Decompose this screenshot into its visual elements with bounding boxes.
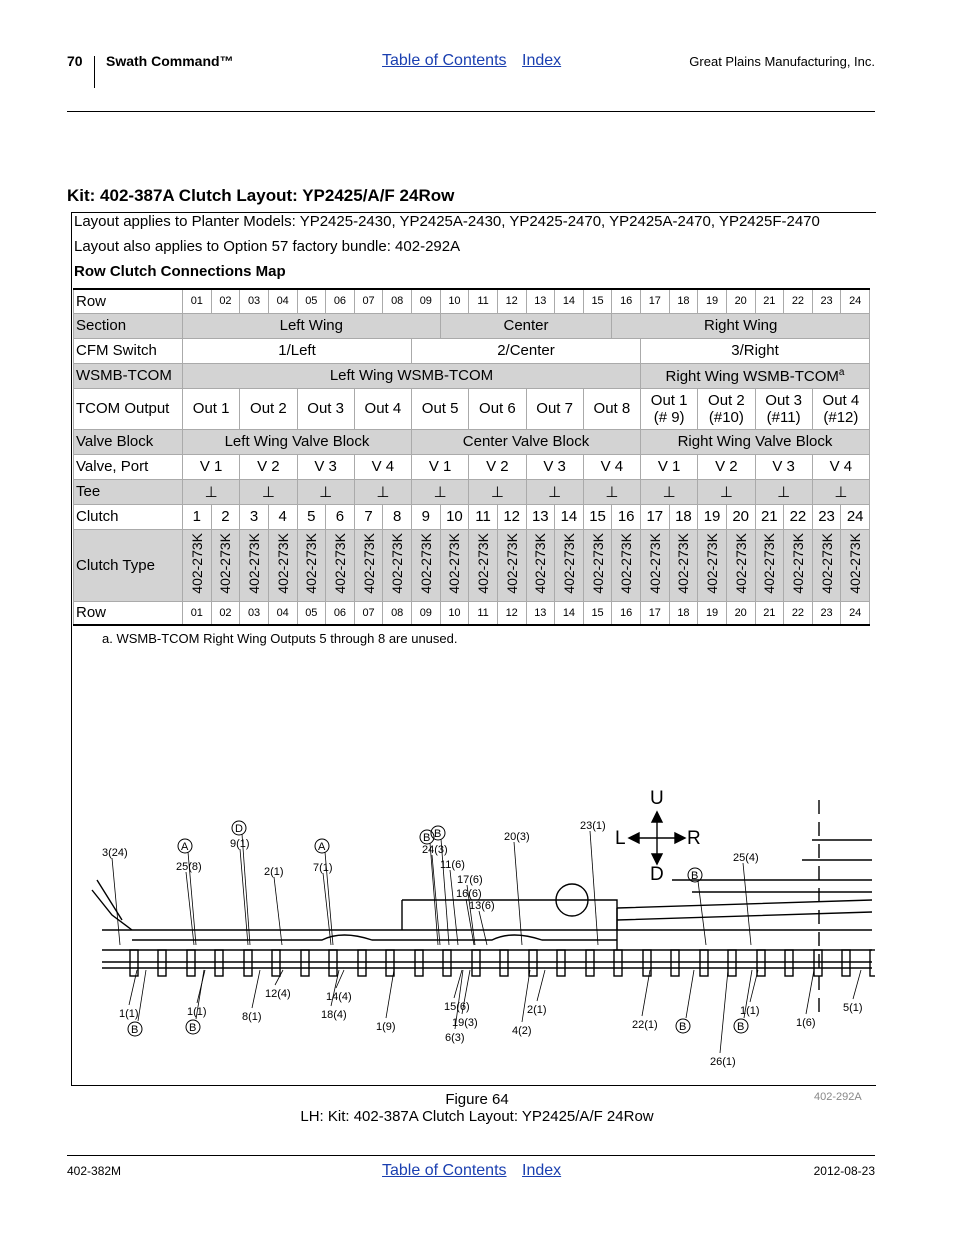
cfm-cell: 3/Right	[641, 338, 870, 363]
clutch-type-text: 402-273K	[303, 532, 320, 594]
row-number-cell: 22	[784, 289, 813, 313]
callout-label: 18(4)	[321, 1009, 347, 1021]
clutch-type-text: 402-273K	[331, 532, 348, 594]
row-number-cell: 05	[297, 601, 326, 625]
row-unit-mount	[842, 950, 850, 976]
clutch-number-cell: 2	[211, 504, 240, 529]
callout-label: 11(6)	[440, 859, 465, 871]
tcom-output-cell: Out 4 (#12)	[812, 388, 869, 429]
clutch-type-cell	[612, 529, 641, 601]
callout-label: 15(6)	[444, 1001, 470, 1013]
row-label: CFM Switch	[74, 338, 183, 363]
figure-code: 402-292A	[814, 1091, 862, 1103]
row-unit-mount	[700, 950, 708, 976]
clutch-number-cell: 1	[183, 504, 212, 529]
option-bundle-text: Layout also applies to Option 57 factory bundle: 402-292A	[74, 238, 461, 255]
row-label: Row	[74, 289, 183, 313]
callout-label: 1(1)	[740, 1005, 760, 1017]
clutch-number-cell: 22	[784, 504, 813, 529]
tee-cell: ⊥	[354, 479, 411, 504]
clutch-type-text: 402-273K	[704, 532, 721, 594]
row-unit-mount	[215, 950, 223, 976]
footnote-marker: a	[838, 366, 845, 378]
tee-cell: ⊥	[755, 479, 812, 504]
clutch-number-cell: 19	[698, 504, 727, 529]
callout-label: 20(3)	[504, 831, 530, 843]
callout-label: B	[189, 1022, 197, 1034]
row-label: Valve, Port	[74, 454, 183, 479]
clutch-type-text: 402-273K	[475, 532, 492, 594]
valve-port-row	[74, 454, 870, 479]
valve-port-cell: V 2	[698, 454, 755, 479]
callout-label: 16(6)	[456, 888, 482, 900]
callout-leader	[386, 970, 394, 1018]
clutch-connections-table	[73, 288, 870, 626]
clutch-number-cell: 7	[354, 504, 383, 529]
section-cell: Left Wing	[183, 313, 441, 338]
clutch-type-text: 402-273K	[217, 532, 234, 594]
row-number-cell: 14	[555, 601, 584, 625]
row-label: Clutch	[74, 504, 183, 529]
clutch-type-text: 402-273K	[732, 532, 749, 594]
clutch-number-cell: 6	[326, 504, 355, 529]
clutch-type-text: 402-273K	[532, 532, 549, 594]
clutch-row	[74, 504, 870, 529]
wsmb-right-label: Right Wing WSMB-TCOM	[665, 367, 839, 385]
row-unit-mount	[472, 950, 480, 976]
page-number: 70	[67, 53, 83, 69]
clutch-type-cell	[841, 529, 870, 601]
clutch-number-cell: 20	[726, 504, 755, 529]
clutch-type-text: 402-273K	[360, 532, 377, 594]
clutch-type-cell	[755, 529, 784, 601]
row-unit-mount	[529, 950, 537, 976]
tcom-output-cell: Out 7	[526, 388, 583, 429]
callout-label: 1(1)	[187, 1006, 207, 1018]
callout-label: 13(6)	[469, 900, 495, 912]
callout-label: 12(4)	[265, 988, 291, 1000]
clutch-number-cell: 10	[440, 504, 469, 529]
valve-port-cell: V 4	[354, 454, 411, 479]
row-unit-mount	[415, 950, 423, 976]
header-divider	[94, 56, 95, 88]
clutch-type-cell	[240, 529, 269, 601]
clutch-number-cell: 5	[297, 504, 326, 529]
clutch-type-text: 402-273K	[188, 532, 205, 594]
clutch-number-cell: 18	[669, 504, 698, 529]
direction-compass	[629, 812, 685, 864]
doc-title: Swath Command™	[106, 53, 234, 69]
clutch-type-text: 402-273K	[389, 532, 406, 594]
doc-number: 402-382M	[67, 1164, 122, 1178]
clutch-type-text: 402-273K	[417, 532, 434, 594]
row-unit-mount	[728, 950, 736, 976]
clutch-type-cell	[383, 529, 412, 601]
footer-toc-link[interactable]: Table of Contents	[382, 1162, 507, 1179]
row-number-cell: 24	[841, 601, 870, 625]
row-number-cell: 08	[383, 289, 412, 313]
clutch-type-cell	[555, 529, 584, 601]
clutch-number-cell: 24	[841, 504, 870, 529]
wsmb-cell	[641, 363, 870, 388]
clutch-type-text: 402-273K	[675, 532, 692, 594]
callout-label: B	[737, 1021, 745, 1033]
row-unit-mount	[301, 950, 309, 976]
row-number-cell: 06	[326, 289, 355, 313]
clutch-type-cell	[526, 529, 555, 601]
map-title: Row Clutch Connections Map	[74, 263, 286, 280]
row-number-cell: 19	[698, 601, 727, 625]
clutch-type-cell	[497, 529, 526, 601]
row-number-cell: 22	[784, 601, 813, 625]
clutch-type-text: 402-273K	[818, 532, 835, 594]
row-number-row	[74, 289, 870, 313]
row-number-cell: 15	[583, 601, 612, 625]
clutch-number-cell: 11	[469, 504, 498, 529]
clutch-number-cell: 17	[641, 504, 670, 529]
tcom-output-cell: Out 3 (#11)	[755, 388, 812, 429]
row-number-cell: 20	[726, 289, 755, 313]
clutch-type-cell	[641, 529, 670, 601]
clutch-type-cell	[326, 529, 355, 601]
row-unit-mount	[272, 950, 280, 976]
tcom-output-cell: Out 8	[583, 388, 640, 429]
callout-label: D	[235, 823, 243, 835]
row-label: Row	[74, 601, 183, 625]
callout-label: 24(3)	[422, 844, 448, 856]
callout-label: B	[434, 828, 442, 840]
row-unit-mount	[386, 950, 394, 976]
row-number-cell: 16	[612, 289, 641, 313]
section-row	[74, 313, 870, 338]
tcom-output-cell: Out 2	[240, 388, 297, 429]
clutch-number-cell: 4	[268, 504, 297, 529]
clutch-type-text: 402-273K	[560, 532, 577, 594]
tee-cell: ⊥	[183, 479, 240, 504]
row-number-cell: 12	[497, 601, 526, 625]
tcom-output-cell: Out 1	[183, 388, 240, 429]
callout-label: 22(1)	[632, 1019, 658, 1031]
clutch-type-cell	[469, 529, 498, 601]
tcom-output-cell: Out 6	[469, 388, 526, 429]
row-number-cell: 23	[812, 289, 841, 313]
callout-leader	[686, 970, 694, 1018]
row-number-cell: 17	[641, 601, 670, 625]
company-name: Great Plains Manufacturing, Inc.	[689, 54, 875, 69]
callout-label: 14(4)	[326, 991, 352, 1003]
clutch-number-cell: 13	[526, 504, 555, 529]
callout-label: 25(8)	[176, 861, 202, 873]
row-number-cell: 14	[555, 289, 584, 313]
row-unit-mount	[557, 950, 565, 976]
callout-leader	[252, 970, 260, 1008]
callout-label: B	[679, 1021, 687, 1033]
tcom-output-cell: Out 1 (# 9)	[641, 388, 698, 429]
row-unit-mount	[785, 950, 793, 976]
doc-date: 2012-08-23	[813, 1164, 875, 1178]
clutch-type-cell	[784, 529, 813, 601]
callout-label: 26(1)	[710, 1056, 736, 1068]
clutch-type-cell	[354, 529, 383, 601]
section-cell: Right Wing	[612, 313, 870, 338]
clutch-number-cell: 8	[383, 504, 412, 529]
clutch-type-text: 402-273K	[246, 532, 263, 594]
clutch-number-cell: 21	[755, 504, 784, 529]
clutch-type-cell	[268, 529, 297, 601]
clutch-type-row	[74, 529, 870, 601]
callout-label: 1(1)	[119, 1008, 139, 1020]
callout-leader	[720, 970, 728, 1053]
callout-label: 2(1)	[527, 1004, 547, 1016]
valve-port-cell: V 1	[641, 454, 698, 479]
clutch-type-text: 402-273K	[789, 532, 806, 594]
row-number-cell: 15	[583, 289, 612, 313]
row-number-cell: 02	[211, 289, 240, 313]
compass-left-label: L	[615, 828, 626, 849]
row-number-cell: 18	[669, 289, 698, 313]
clutch-type-cell	[726, 529, 755, 601]
header-toc-link[interactable]: Table of Contents	[382, 52, 507, 69]
clutch-type-cell	[698, 529, 727, 601]
row-unit-mount	[187, 950, 195, 976]
callout-leader	[112, 858, 120, 945]
header-index-link[interactable]: Index	[522, 52, 562, 69]
figure-caption: LH: Kit: 402-387A Clutch Layout: YP2425/A/F 24Row	[300, 1108, 654, 1125]
callout-leader	[853, 970, 861, 999]
row-number-cell: 04	[268, 601, 297, 625]
tcom-output-cell: Out 5	[412, 388, 469, 429]
compass-down-label: D	[650, 864, 664, 885]
footer-rule	[67, 1155, 875, 1156]
row-number-cell: 21	[755, 289, 784, 313]
row-unit-mount	[500, 950, 508, 976]
callout-label: 7(1)	[313, 862, 333, 874]
callout-label: 25(4)	[733, 852, 759, 864]
row-unit-mount	[586, 950, 594, 976]
compass-up-label: U	[650, 788, 664, 809]
valve-port-cell: V 1	[412, 454, 469, 479]
wsmb-row	[74, 363, 870, 388]
clutch-type-text: 402-273K	[503, 532, 520, 594]
row-number-cell: 05	[297, 289, 326, 313]
row-number-cell: 11	[469, 601, 498, 625]
footer-index-link[interactable]: Index	[522, 1162, 562, 1179]
valve-block-row	[74, 429, 870, 454]
callout-leader	[642, 970, 650, 1016]
clutch-type-text: 402-273K	[446, 532, 463, 594]
callout-label: 4(2)	[512, 1025, 532, 1037]
row-number-cell: 03	[240, 601, 269, 625]
tee-cell: ⊥	[641, 479, 698, 504]
cfm-cell: 1/Left	[183, 338, 412, 363]
row-number-cell: 17	[641, 289, 670, 313]
layout-applies-text: Layout applies to Planter Models: YP2425-2430, YP2425A-2430, YP2425-2470, YP2425A-2470, YP2425F-2470	[74, 213, 820, 230]
row-unit-mount	[244, 950, 252, 976]
row-number-cell: 13	[526, 289, 555, 313]
clutch-number-cell: 23	[812, 504, 841, 529]
row-unit-mount	[358, 950, 366, 976]
row-unit-mount	[158, 950, 166, 976]
clutch-type-cell	[412, 529, 441, 601]
row-number-cell: 06	[326, 601, 355, 625]
row-number-cell: 04	[268, 289, 297, 313]
row-number-cell: 07	[354, 289, 383, 313]
row-number-cell: 19	[698, 289, 727, 313]
row-number-cell: 10	[440, 601, 469, 625]
row-number-cell: 08	[383, 601, 412, 625]
tee-cell: ⊥	[412, 479, 469, 504]
clutch-type-text: 402-273K	[618, 532, 635, 594]
row-number-row-bottom	[74, 601, 870, 625]
callout-label: B	[131, 1024, 139, 1036]
cfm-row	[74, 338, 870, 363]
callout-label: A	[318, 841, 326, 853]
row-number-cell: 01	[183, 601, 212, 625]
row-label: Valve Block	[74, 429, 183, 454]
callout-label: 3(24)	[102, 847, 128, 859]
valve-block-cell: Left Wing Valve Block	[183, 429, 412, 454]
tcom-output-cell: Out 4	[354, 388, 411, 429]
clutch-number-cell: 16	[612, 504, 641, 529]
valve-port-cell: V 2	[240, 454, 297, 479]
clutch-type-text: 402-273K	[847, 532, 864, 594]
row-number-cell: 24	[841, 289, 870, 313]
row-number-cell: 16	[612, 601, 641, 625]
valve-block-cell: Right Wing Valve Block	[641, 429, 870, 454]
callout-label: 1(9)	[376, 1021, 396, 1033]
row-label: TCOM Output	[74, 388, 183, 429]
clutch-number-cell: 14	[555, 504, 584, 529]
callout-label: 23(1)	[580, 820, 606, 832]
section-title: Kit: 402-387A Clutch Layout: YP2425/A/F 24Row	[67, 186, 455, 205]
tcom-row	[74, 388, 870, 429]
clutch-type-cell	[297, 529, 326, 601]
row-number-cell: 07	[354, 601, 383, 625]
tee-cell: ⊥	[297, 479, 354, 504]
clutch-type-cell	[669, 529, 698, 601]
tcom-output-cell: Out 3	[297, 388, 354, 429]
valve-port-cell: V 3	[297, 454, 354, 479]
clutch-type-text: 402-273K	[646, 532, 663, 594]
callout-label: 9(1)	[230, 838, 250, 850]
callout-leader	[275, 970, 283, 985]
row-number-cell: 01	[183, 289, 212, 313]
callout-leader	[274, 877, 282, 945]
clutch-type-text: 402-273K	[274, 532, 291, 594]
planter-drawing	[72, 780, 875, 1082]
callout-leader	[537, 970, 545, 1001]
valve-port-cell: V 2	[469, 454, 526, 479]
valve-block-cell: Center Valve Block	[412, 429, 641, 454]
clutch-type-cell	[211, 529, 240, 601]
footnote: a. WSMB-TCOM Right Wing Outputs 5 through 8 are unused.	[102, 631, 458, 646]
clutch-number-cell: 3	[240, 504, 269, 529]
clutch-type-text: 402-273K	[761, 532, 778, 594]
row-unit-mount	[443, 950, 451, 976]
tee-cell: ⊥	[240, 479, 297, 504]
tee-cell: ⊥	[698, 479, 755, 504]
clutch-type-cell	[812, 529, 841, 601]
tcom-output-cell: Out 2 (#10)	[698, 388, 755, 429]
valve-port-cell: V 1	[183, 454, 240, 479]
callout-label: 19(3)	[452, 1017, 478, 1029]
clutch-type-cell	[583, 529, 612, 601]
row-number-cell: 18	[669, 601, 698, 625]
callout-leader	[698, 881, 706, 945]
row-label: Clutch Type	[74, 529, 183, 601]
callout-label: A	[181, 841, 189, 853]
clutch-type-cell	[183, 529, 212, 601]
callout-label: B	[691, 870, 699, 882]
cfm-cell: 2/Center	[412, 338, 641, 363]
row-number-cell: 20	[726, 601, 755, 625]
valve-port-cell: V 4	[583, 454, 640, 479]
row-number-cell: 11	[469, 289, 498, 313]
compass-right-label: R	[687, 828, 701, 849]
row-number-cell: 12	[497, 289, 526, 313]
row-unit-mount	[671, 950, 679, 976]
row-unit-mount	[814, 950, 822, 976]
row-unit-mount	[614, 950, 622, 976]
callout-label: 17(6)	[457, 874, 483, 886]
row-unit-mount	[870, 950, 875, 976]
callout-label: 5(1)	[843, 1002, 863, 1014]
section-cell: Center	[440, 313, 612, 338]
row-number-cell: 13	[526, 601, 555, 625]
valve-port-cell: V 3	[526, 454, 583, 479]
tee-cell: ⊥	[526, 479, 583, 504]
row-unit-mount	[329, 950, 337, 976]
valve-port-cell: V 4	[812, 454, 869, 479]
clutch-type-text: 402-273K	[589, 532, 606, 594]
row-number-cell: 09	[412, 289, 441, 313]
callout-label: B	[423, 832, 431, 844]
figure-number: Figure 64	[445, 1091, 509, 1108]
callout-leader	[138, 970, 146, 1021]
header-rule	[67, 111, 875, 112]
clutch-number-cell: 9	[412, 504, 441, 529]
row-label: WSMB-TCOM	[74, 363, 183, 388]
row-number-cell: 21	[755, 601, 784, 625]
tee-cell: ⊥	[469, 479, 526, 504]
row-label: Tee	[74, 479, 183, 504]
tee-cell: ⊥	[812, 479, 869, 504]
row-number-cell: 09	[412, 601, 441, 625]
valve-port-cell: V 3	[755, 454, 812, 479]
callout-leader	[806, 970, 814, 1014]
clutch-number-cell: 15	[583, 504, 612, 529]
callout-label: 1(6)	[796, 1017, 816, 1029]
tee-row	[74, 479, 870, 504]
clutch-number-cell: 12	[497, 504, 526, 529]
row-number-cell: 23	[812, 601, 841, 625]
row-label: Section	[74, 313, 183, 338]
wsmb-cell: Left Wing WSMB-TCOM	[183, 363, 641, 388]
row-number-cell: 10	[440, 289, 469, 313]
callout-leader	[590, 831, 598, 945]
row-number-cell: 03	[240, 289, 269, 313]
callout-label: 6(3)	[445, 1032, 465, 1044]
row-number-cell: 02	[211, 601, 240, 625]
callout-label: 2(1)	[264, 866, 284, 878]
row-unit-mount	[757, 950, 765, 976]
callout-label: 8(1)	[242, 1011, 262, 1023]
clutch-type-cell	[440, 529, 469, 601]
tee-cell: ⊥	[583, 479, 640, 504]
